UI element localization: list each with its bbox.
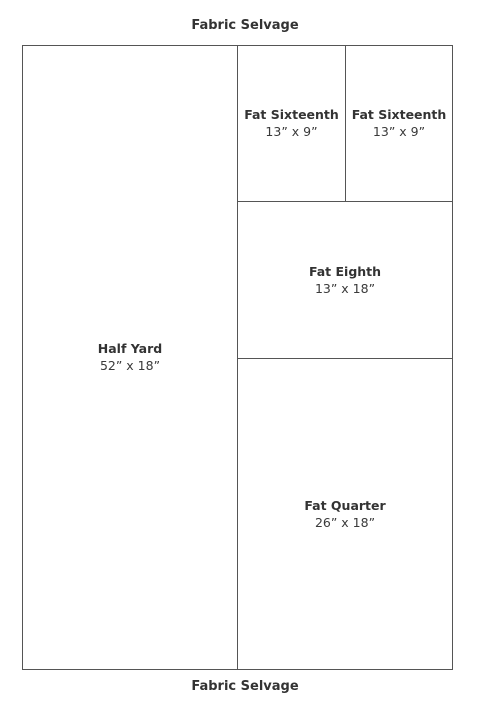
fat-sixteenth-right-name: Fat Sixteenth <box>351 107 447 122</box>
fat-eighth-dims: 13” x 18” <box>314 280 376 296</box>
fat-quarter-dims: 26” x 18” <box>314 514 376 530</box>
fat-sixteenth-left-dims: 13” x 9” <box>265 124 318 139</box>
fat-sixteenth-left-name: Fat Sixteenth <box>244 107 339 122</box>
bottom-selvage-label: Fabric Selvage <box>191 679 299 694</box>
fat-sixteenth-right-dims: 13” x 9” <box>372 124 426 139</box>
fat-sixteenth-right-piece <box>346 46 452 201</box>
fat-sixteenth-left-piece <box>238 46 345 201</box>
half-yard-piece <box>23 46 237 669</box>
fat-quarter-piece <box>238 359 452 669</box>
fat-quarter-name: Fat Quarter <box>304 497 386 513</box>
half-yard-dims: 52” x 18” <box>99 358 161 373</box>
fabric-cut-diagram <box>22 45 453 670</box>
top-selvage-label: Fabric Selvage <box>191 18 299 33</box>
fat-eighth-piece <box>238 202 452 358</box>
half-yard-name: Half Yard <box>97 341 163 356</box>
fat-eighth-name: Fat Eighth <box>308 263 382 279</box>
